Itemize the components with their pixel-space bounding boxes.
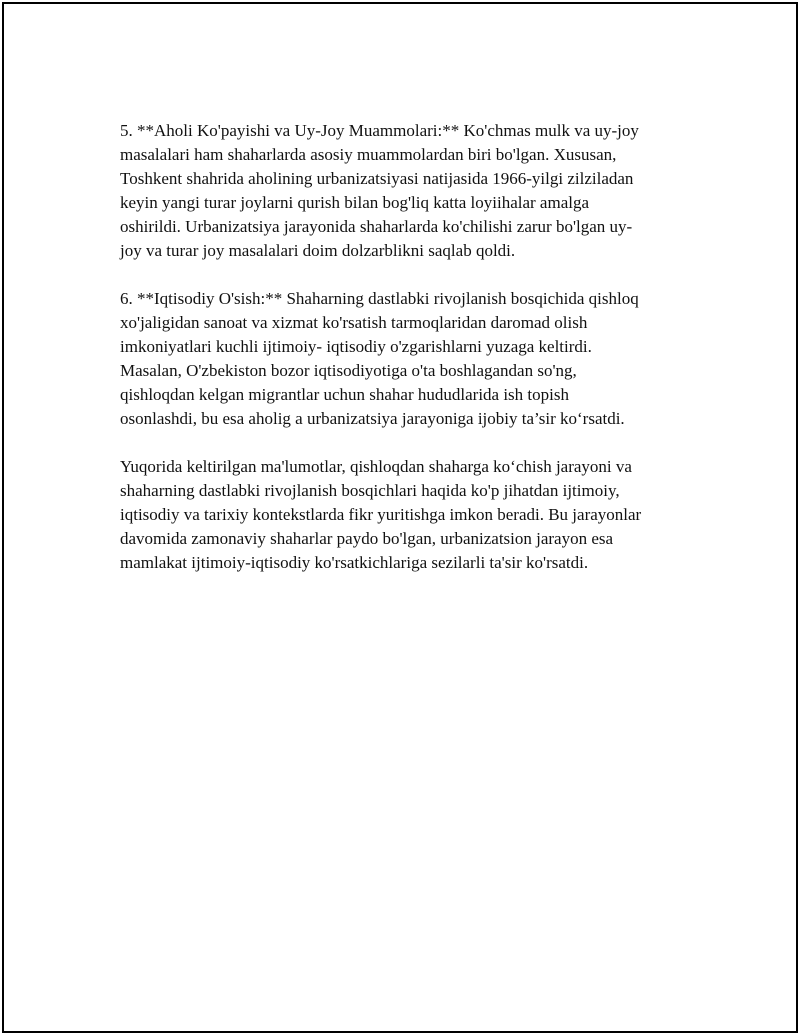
document-body	[120, 119, 700, 599]
paragraph-conclusion: Yuqorida keltirilgan ma'lumotlar, qishloqdan shaharga ko‘chish jarayoni va shaharning dastlabki rivojlanish bosqichlari haqida ko'p jihatdan ijtimoiy, iqtisodiy va tarixiy kontekstlarda fikr yuritishga imkon beradi. Bu jarayonlar davomida zamonaviy shaharlar paydo bo'lgan, urbanizatsion jarayon esa mamlakat ijtimoiy-iqtisodiy ko'rsatkichlariga sezilarli ta'sir ko'rsatdi.	[120, 457, 642, 572]
document-page	[2, 2, 798, 1033]
paragraph-economic-growth: 6. **Iqtisodiy O'sish:** Shaharning dastlabki rivojlanish bosqichida qishloq xo'jaligidan sanoat va xizmat ko'rsatish tarmoqlaridan daromad olish imkoniyatlari kuchli ijtimoiy- iqtisodiy o'zgarishlarni yuzaga keltirdi. Masalan, O'zbekiston bozor iqtisodiyotiga o'ta boshlagandan so'ng, qishloqdan kelgan migrantlar uchun shahar hududlarida ish topish osonlashdi, bu esa aholig a urbanizatsiya jarayoniga ijobiy ta’sir ko‘rsatdi.	[120, 289, 639, 428]
paragraph-housing: 5. **Aholi Ko'payishi va Uy-Joy Muammolari:** Ko'chmas mulk va uy-joy masalalari ham shaharlarda asosiy muammolardan biri bo'lgan. Xususan, Toshkent shahrida aholining urbanizatsiyasi natijasida 1966-yilgi zilziladan keyin yangi turar joylarni qurish bilan bog'liq katta loyiihalar amalga oshirildi. Urbanizatsiya jarayonida shaharlarda ko'chilishi zarur bo'lgan uy- joy va turar joy masalalari doim dolzarblikni saqlab qoldi.	[120, 121, 639, 260]
